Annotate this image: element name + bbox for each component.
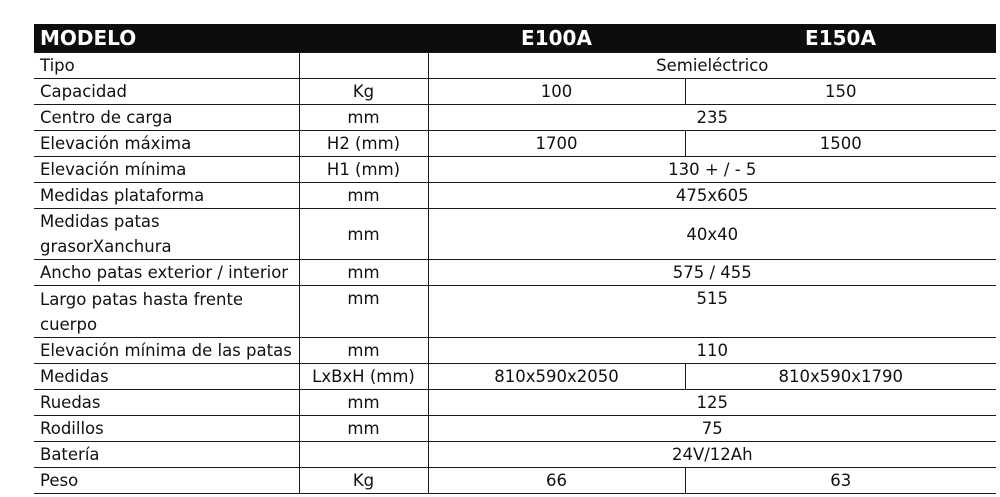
row-name: Medidas (34, 364, 299, 390)
row-name: Tipo (34, 53, 299, 79)
row-unit: mm (299, 416, 428, 442)
table-row (34, 364, 996, 390)
row-name: Elevación mínima de las patas (34, 338, 299, 364)
row-value: 24V/12Ah (428, 442, 996, 468)
row-unit: Kg (299, 79, 428, 105)
row-unit: mm (299, 390, 428, 416)
row-name: Elevación mínima (34, 157, 299, 183)
row-unit: Kg (299, 468, 428, 494)
row-unit: mm (299, 338, 428, 364)
row-name: Batería (34, 442, 299, 468)
table-row (34, 209, 996, 260)
row-value-e100a: 66 (428, 468, 685, 494)
row-name: Largo patas hasta frente cuerpo (34, 286, 299, 338)
header-col-e100a: E100A (428, 24, 685, 53)
row-unit (299, 442, 428, 468)
table-row (34, 416, 996, 442)
table-row (34, 338, 996, 364)
row-unit: H2 (mm) (299, 131, 428, 157)
table-row (34, 286, 996, 338)
row-name: Medidas plataforma (34, 183, 299, 209)
table-row (34, 183, 996, 209)
row-name: Elevación máxima (34, 131, 299, 157)
row-value: 110 (428, 338, 996, 364)
row-value-e100a: 100 (428, 79, 685, 105)
row-value: 75 (428, 416, 996, 442)
row-value: 235 (428, 105, 996, 131)
table-row (34, 157, 996, 183)
header-row (34, 24, 996, 53)
row-unit: H1 (mm) (299, 157, 428, 183)
row-value-e150a: 1500 (685, 131, 996, 157)
table-row (34, 79, 996, 105)
row-unit: LxBxH (mm) (299, 364, 428, 390)
row-value: 125 (428, 390, 996, 416)
row-value-e150a: 810x590x1790 (685, 364, 996, 390)
row-name: Centro de carga (34, 105, 299, 131)
header-model-label: MODELO (34, 24, 299, 53)
row-value: 475x605 (428, 183, 996, 209)
row-unit: mm (299, 209, 428, 260)
row-value-e100a: 1700 (428, 131, 685, 157)
row-value: 130 + / - 5 (428, 157, 996, 183)
row-value-e150a: 63 (685, 468, 996, 494)
header-col-e150a: E150A (685, 24, 996, 53)
table-row (34, 53, 996, 79)
table-row (34, 390, 996, 416)
row-name: Ruedas (34, 390, 299, 416)
table-row (34, 468, 996, 494)
row-value: 40x40 (428, 209, 996, 260)
row-value-e100a: 810x590x2050 (428, 364, 685, 390)
row-name: Medidas patas grasorXanchura (34, 209, 299, 260)
row-value-e150a: 150 (685, 79, 996, 105)
table-row (34, 105, 996, 131)
row-name: Rodillos (34, 416, 299, 442)
row-unit: mm (299, 286, 428, 338)
row-name: Ancho patas exterior / interior (34, 260, 299, 286)
row-unit: mm (299, 105, 428, 131)
table-row (34, 442, 996, 468)
row-value: Semieléctrico (428, 53, 996, 79)
table-row (34, 260, 996, 286)
header-unit-blank (299, 24, 428, 53)
row-unit: mm (299, 260, 428, 286)
table-row (34, 131, 996, 157)
row-unit: mm (299, 183, 428, 209)
row-name: Capacidad (34, 79, 299, 105)
row-name: Peso (34, 468, 299, 494)
spec-table (34, 24, 996, 494)
row-unit (299, 53, 428, 79)
row-value: 575 / 455 (428, 260, 996, 286)
row-value: 515 (428, 286, 996, 338)
